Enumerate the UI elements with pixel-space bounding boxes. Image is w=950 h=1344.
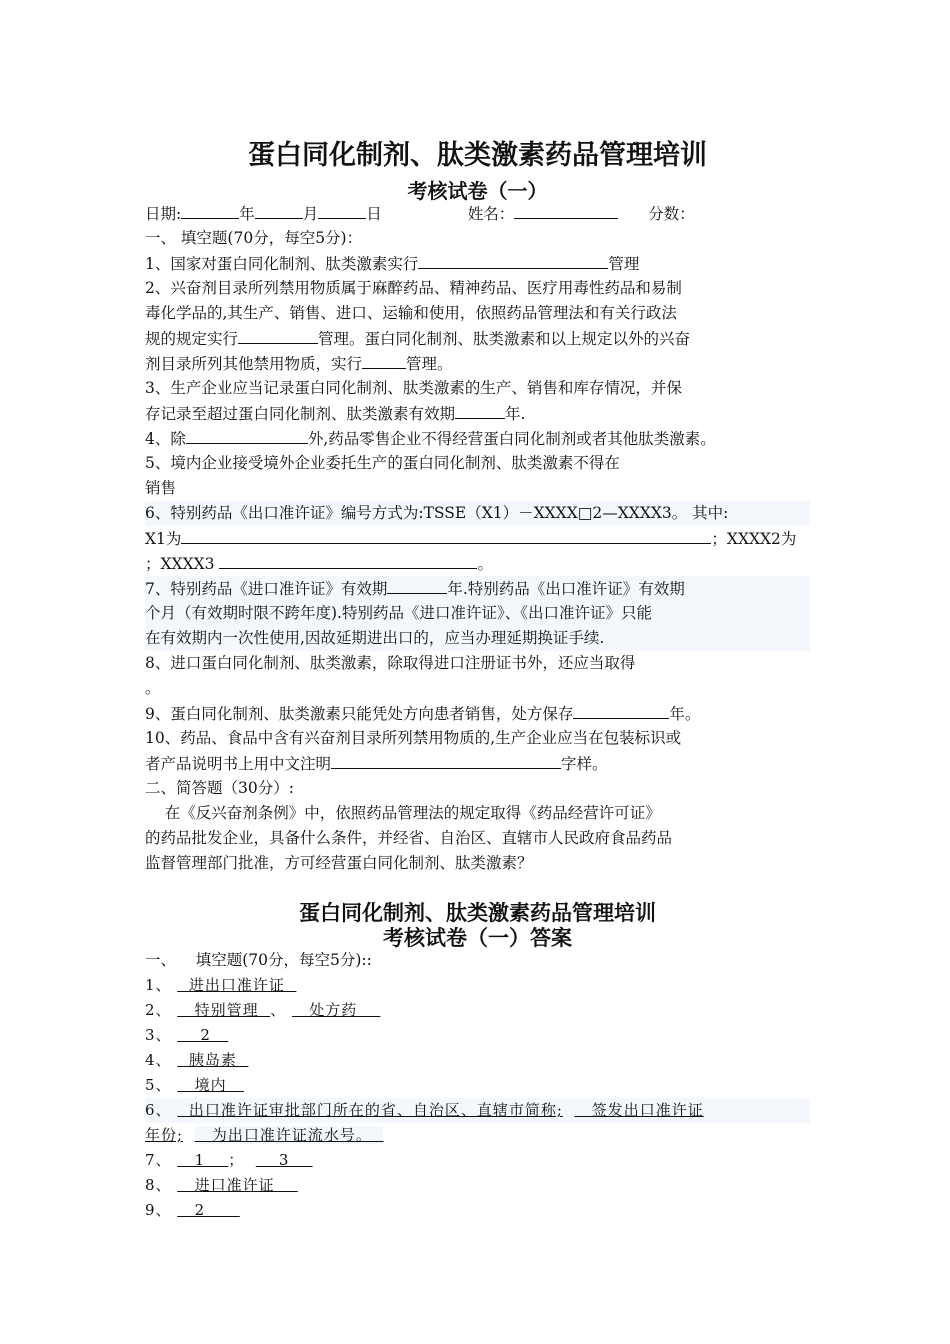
question-7-line-3: 在有效期内一次性使用,因故延期进出口的，应当办理延期换证手续. bbox=[145, 626, 810, 651]
section-short-answer: 二、简答题（30分）: bbox=[145, 779, 294, 797]
essay-line-2: 的药品批发企业，具备什么条件，并经省、自治区、直辖市人民政府食品药品 bbox=[145, 829, 673, 847]
answers-section: 一、 填空题(70分，每空5分):: bbox=[145, 951, 372, 969]
question-9: 9、蛋白同化制剂、肽类激素只能凭处方向患者销售，处方保存 年。 bbox=[145, 701, 810, 727]
answers-title: 蛋白同化制剂、肽类激素药品管理培训 bbox=[299, 901, 656, 925]
question-6-line-2: X1为 ；XXXX2为 bbox=[145, 526, 810, 552]
question-1: 1、国家对蛋白同化制剂、肽类激素实行 管理 bbox=[145, 251, 810, 277]
answer-2: 2、 特别管理 、 处方药 bbox=[145, 1001, 381, 1019]
answers-subtitle: 考核试卷（一）答案 bbox=[383, 926, 572, 950]
exam-subtitle: 考核试卷（一） bbox=[407, 179, 548, 203]
question-2-line-4: 剂目录所列其他禁用物质，实行 管理。 bbox=[145, 351, 810, 377]
question-2-line-3: 规的规定实行 管理。蛋白同化制剂、肽类激素和以上规定以外的兴奋 bbox=[145, 326, 810, 352]
answer-7: 7、 1 ； 3 bbox=[145, 1151, 313, 1169]
question-6-line-1: 6、特别药品《出口准许证》编号方式为:TSSE（X1）－XXXX□2—XXXX3。 其中: bbox=[145, 501, 810, 526]
question-7-line-2: 个月（有效期时限不跨年度).特别药品《进口准许证》、《出口准许证》只能 bbox=[145, 601, 810, 626]
answer-6-line-1: 6、 出口准许证审批部门所在的省、自治区、直辖市简称; 签发出口准许证 bbox=[145, 1098, 810, 1123]
essay-line-1: 在《反兴奋剂条例》中，依照药品管理法的规定取得《药品经营许可证》 bbox=[145, 804, 661, 822]
exam-header: 日期: 年 月 日 姓名： 分数： bbox=[145, 201, 810, 227]
question-3-line-2: 存记录至超过蛋白同化制剂、肽类激素有效期 年. bbox=[145, 401, 810, 427]
answer-9: 9、 2 bbox=[145, 1201, 240, 1219]
question-10-line-1: 10、药品、食品中含有兴奋剂目录所列禁用物质的,生产企业应当在包装标识或 bbox=[145, 729, 682, 747]
answer-8: 8、 进口准许证 bbox=[145, 1176, 298, 1194]
question-8-line-2: 。 bbox=[145, 679, 161, 697]
answer-3: 3、 2 bbox=[145, 1026, 229, 1044]
question-2-line-1: 2、兴奋剂目录所列禁用物质属于麻醉药品、精神药品、医疗用毒性药品和易制 bbox=[145, 279, 682, 297]
answer-4: 4、 胰岛素 bbox=[145, 1051, 249, 1069]
answer-1: 1、 进出口准许证 bbox=[145, 976, 297, 994]
essay-line-3: 监督管理部门批准，方可经营蛋白同化制剂、肽类激素？ bbox=[145, 854, 533, 872]
question-10-line-2: 者产品说明书上用中文注明 字样。 bbox=[145, 751, 810, 777]
section-fill-blank: 一、 填空题(70分，每空5分)： bbox=[145, 229, 363, 247]
exam-title: 蛋白同化制剂、肽类激素药品管理培训 bbox=[248, 140, 707, 171]
answer-5: 5、 境内 bbox=[145, 1076, 244, 1094]
question-5-line-1: 5、境内企业接受境外企业委托生产的蛋白同化制剂、肽类激素不得在 bbox=[145, 454, 620, 472]
question-5-line-2: 销售 bbox=[145, 479, 177, 497]
question-8-line-1: 8、进口蛋白同化制剂、肽类激素，除取得进口注册证书外，还应当取得 bbox=[145, 654, 636, 672]
question-3-line-1: 3、生产企业应当记录蛋白同化制剂、肽类激素的生产、销售和库存情况，并保 bbox=[145, 379, 682, 397]
answer-6-line-2: 年份; 为出口准许证流水号。 bbox=[145, 1126, 384, 1144]
question-2-line-2: 毒化学品的,其生产、销售、进口、运输和使用，依照药品管理法和有关行政法 bbox=[145, 304, 677, 322]
question-6-line-3: ；XXXX3 。 bbox=[145, 551, 810, 577]
question-4: 4、除 外,药品零售企业不得经营蛋白同化制剂或者其他肽类激素。 bbox=[145, 426, 810, 452]
question-7-line-1: 7、特别药品《进口准许证》有效期 年.特别药品《出口准许证》有效期 bbox=[145, 576, 810, 602]
